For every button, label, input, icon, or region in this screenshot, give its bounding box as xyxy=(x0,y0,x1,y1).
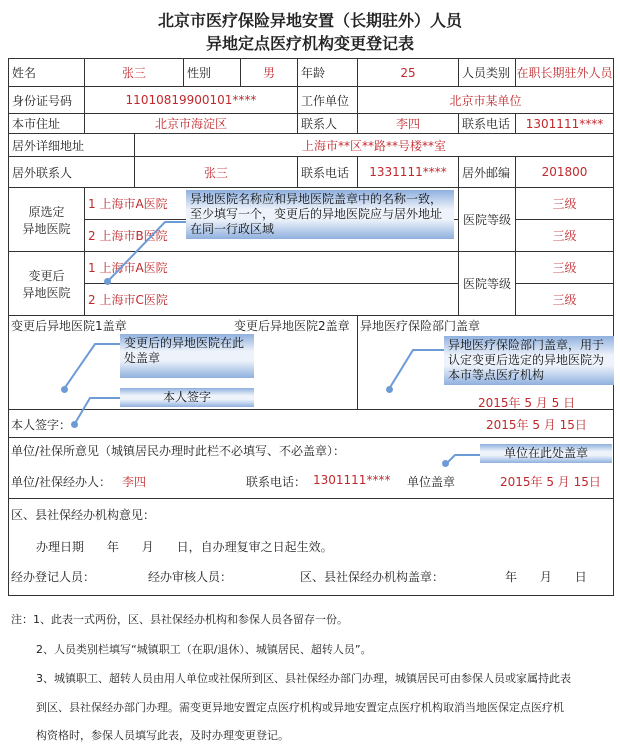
note-2: 2、人员类别栏填写“城镇职工（在职/退休）、城镇居民、超转人员”。 xyxy=(36,643,372,656)
phone-field[interactable]: 1301111**** xyxy=(515,113,614,134)
changed-grade-1[interactable]: 三级 xyxy=(515,251,614,284)
name-field[interactable]: 张三 xyxy=(84,58,184,87)
original-level-label: 医院等级 xyxy=(458,187,516,252)
district-opinion-label: 区、县社保经办机构意见： xyxy=(11,508,156,522)
callout-dot xyxy=(71,421,78,428)
title-line2: 异地定点医疗机构变更登记表 xyxy=(205,34,414,53)
type-field[interactable]: 在职长期驻外人员 xyxy=(515,58,614,87)
work-field[interactable]: 北京市某单位 xyxy=(357,86,614,114)
unit-opinion-label: 单位/社保所意见（城镇居民办理时此栏不必填写、不必盖章）： xyxy=(11,444,346,458)
overseas-address-label: 居外详细地址 xyxy=(8,133,135,157)
registrar-label: 经办登记人员： xyxy=(11,570,96,584)
contact-label: 联系人 xyxy=(297,113,358,134)
unit-seal-label: 单位盖章 xyxy=(407,475,456,489)
changed-hospital-1[interactable]: 1 上海市A医院 xyxy=(84,251,459,284)
district-seal-label: 区、县社保经办机构盖章： xyxy=(300,570,445,584)
hospital-stamp-callout: 变更后的异地医院在此处盖章 xyxy=(120,334,254,378)
changed-level-label: 医院等级 xyxy=(458,251,516,316)
dept-stamp-date[interactable]: 2015年 5 月 5 日 xyxy=(478,396,576,410)
original-grade-2[interactable]: 三级 xyxy=(515,219,614,252)
callout-dot xyxy=(104,278,111,285)
overseas-contact-field[interactable]: 张三 xyxy=(134,156,298,188)
unit-handler[interactable]: 李四 xyxy=(122,475,147,489)
note-3-cont-2: 构资格时，参保人员填写此表，及时办理变更登记。 xyxy=(36,729,289,742)
age-field[interactable]: 25 xyxy=(357,58,459,87)
original-hospital-2[interactable]: 2 上海市B医院 xyxy=(84,219,459,252)
hospital1-stamp-label: 变更后异地医院1盖章 xyxy=(11,319,127,333)
overseas-contact-label: 居外联系人 xyxy=(8,156,135,188)
note-3-cont-1: 到区、县社保经办部门办理。需变更异地安置定点医疗机构或异地安置定点医疗机构取消当地医保定点医疗机 xyxy=(36,701,564,714)
title-line1: 北京市医疗保险异地安置（长期驻外）人员 xyxy=(157,11,462,30)
original-grade-1[interactable]: 三级 xyxy=(515,187,614,220)
overseas-phone-field[interactable]: 1331111**** xyxy=(357,156,459,188)
note-3: 3、城镇职工、超转人员由用人单位或社保所到区、县社保经办部门办理，城镇居民可由参保人员或家属持此表 xyxy=(36,672,571,685)
overseas-phone-label: 联系电话 xyxy=(297,156,358,188)
unit-phone[interactable]: 1301111**** xyxy=(313,473,391,487)
callout-dot xyxy=(386,386,393,393)
callout-dot xyxy=(442,460,449,467)
hospital2-stamp-label: 变更后异地医院2盖章 xyxy=(234,319,350,333)
original-hospital-label: 原选定 异地医院 xyxy=(8,187,85,252)
contact-field[interactable]: 李四 xyxy=(357,113,459,134)
address-field[interactable]: 北京市海淀区 xyxy=(84,113,298,134)
dept-stamp-callout: 异地医疗保险部门盖章，用于认定变更后选定的异地医院为本市等点医疗机构 xyxy=(444,336,614,385)
unit-seal-callout: 单位在此处盖章 xyxy=(480,444,612,463)
original-hospital-1[interactable]: 1 上海市A医院 xyxy=(84,187,459,220)
phone-label: 联系电话 xyxy=(458,113,516,134)
changed-grade-2[interactable]: 三级 xyxy=(515,283,614,316)
dept-stamp-label: 异地医疗保险部门盖章 xyxy=(360,319,481,333)
note-1: 注：1、此表一式两份，区、县社保经办机构和参保人员各留存一份。 xyxy=(11,613,348,626)
work-label: 工作单位 xyxy=(297,86,358,114)
district-date-line: 办理日期 年 月 日，自办理复审之日起生效。 xyxy=(36,540,333,554)
unit-phone-label: 联系电话： xyxy=(246,475,307,489)
gender-field[interactable]: 男 xyxy=(240,58,298,87)
signature-label: 本人签字： xyxy=(11,418,72,432)
changed-hospital-label: 变更后 异地医院 xyxy=(8,251,85,316)
overseas-address-field[interactable]: 上海市**区**路**号楼**室 xyxy=(134,133,614,157)
name-label: 姓名 xyxy=(8,58,85,87)
id-label: 身份证号码 xyxy=(8,86,85,114)
gender-label: 性别 xyxy=(183,58,241,87)
signature-callout: 本人签字 xyxy=(120,388,254,407)
district-seal-date: 年 月 日 xyxy=(505,570,587,584)
age-label: 年龄 xyxy=(297,58,358,87)
zip-field[interactable]: 201800 xyxy=(515,156,614,188)
signature-date[interactable]: 2015年 5 月 15日 xyxy=(486,418,587,432)
id-field[interactable]: 11010819900101**** xyxy=(84,86,298,114)
address-label: 本市住址 xyxy=(8,113,85,134)
hospital-name-callout: 异地医院名称应和异地医院盖章中的名称一致，至少填写一个，变更后的异地医院应与居外地址在同一行政区域 xyxy=(186,190,454,239)
changed-hospital-2[interactable]: 2 上海市C医院 xyxy=(84,283,459,316)
unit-date[interactable]: 2015年 5 月 15日 xyxy=(500,475,601,489)
callout-dot xyxy=(61,386,68,393)
reviewer-label: 经办审核人员： xyxy=(148,570,233,584)
type-label: 人员类别 xyxy=(458,58,516,87)
unit-handler-label: 单位/社保经办人： xyxy=(11,475,112,489)
zip-label: 居外邮编 xyxy=(458,156,516,188)
